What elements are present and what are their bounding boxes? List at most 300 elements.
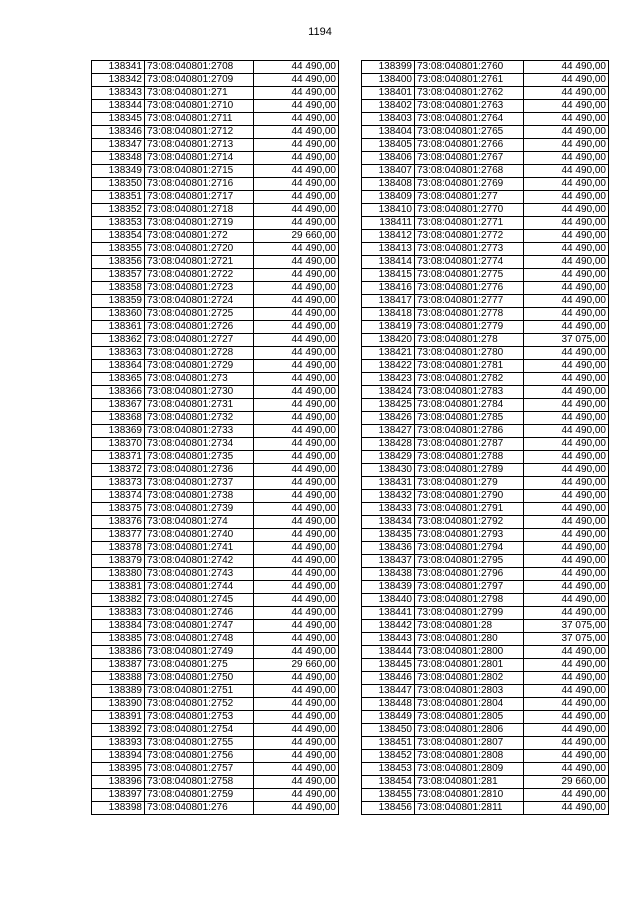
amount-cell: 44 490,00 (254, 204, 339, 217)
row-number-cell: 138456 (362, 802, 415, 815)
amount-cell: 44 490,00 (524, 477, 609, 490)
row-number-cell: 138383 (92, 607, 145, 620)
amount-cell: 44 490,00 (254, 503, 339, 516)
row-number-cell: 138454 (362, 776, 415, 789)
cadastral-number-cell: 73:08:040801:2793 (415, 529, 524, 542)
amount-cell: 44 490,00 (254, 451, 339, 464)
amount-cell: 37 075,00 (524, 334, 609, 347)
cadastral-number-cell: 73:08:040801:2767 (415, 152, 524, 165)
row-number-cell: 138441 (362, 607, 415, 620)
row-number-cell: 138341 (92, 61, 145, 74)
cadastral-number-cell: 73:08:040801:2725 (145, 308, 254, 321)
row-number-cell: 138399 (362, 61, 415, 74)
amount-cell: 44 490,00 (524, 425, 609, 438)
table-row (362, 490, 609, 503)
amount-cell: 44 490,00 (254, 386, 339, 399)
cadastral-number-cell: 73:08:040801:2732 (145, 412, 254, 425)
amount-cell: 44 490,00 (254, 100, 339, 113)
row-number-cell: 138350 (92, 178, 145, 191)
row-number-cell: 138356 (92, 256, 145, 269)
row-number-cell: 138398 (92, 802, 145, 815)
amount-cell: 44 490,00 (254, 750, 339, 763)
table-row (362, 373, 609, 386)
row-number-cell: 138447 (362, 685, 415, 698)
row-number-cell: 138417 (362, 295, 415, 308)
amount-cell: 44 490,00 (524, 386, 609, 399)
amount-cell: 44 490,00 (524, 581, 609, 594)
cadastral-number-cell: 73:08:040801:2792 (415, 516, 524, 529)
amount-cell: 44 490,00 (524, 113, 609, 126)
amount-cell: 44 490,00 (524, 152, 609, 165)
amount-cell: 44 490,00 (524, 789, 609, 802)
cadastral-number-cell: 73:08:040801:2776 (415, 282, 524, 295)
amount-cell: 44 490,00 (254, 464, 339, 477)
table-row (362, 386, 609, 399)
amount-cell: 44 490,00 (524, 256, 609, 269)
table-row (92, 477, 339, 490)
table-row (92, 438, 339, 451)
row-number-cell: 138396 (92, 776, 145, 789)
row-number-cell: 138357 (92, 269, 145, 282)
cadastral-number-cell: 73:08:040801:2784 (415, 399, 524, 412)
row-number-cell: 138371 (92, 451, 145, 464)
cadastral-number-cell: 73:08:040801:2731 (145, 399, 254, 412)
cadastral-number-cell: 73:08:040801:2749 (145, 646, 254, 659)
table-row (362, 464, 609, 477)
cadastral-number-cell: 73:08:040801:2712 (145, 126, 254, 139)
table-row (92, 737, 339, 750)
amount-cell: 44 490,00 (524, 347, 609, 360)
amount-cell: 44 490,00 (254, 152, 339, 165)
table-row (362, 529, 609, 542)
row-number-cell: 138432 (362, 490, 415, 503)
cadastral-number-cell: 73:08:040801:2766 (415, 139, 524, 152)
cadastral-number-cell: 73:08:040801:2797 (415, 581, 524, 594)
table-row (362, 230, 609, 243)
row-number-cell: 138369 (92, 425, 145, 438)
amount-cell: 44 490,00 (524, 61, 609, 74)
amount-cell: 44 490,00 (254, 321, 339, 334)
cadastral-number-cell: 73:08:040801:2730 (145, 386, 254, 399)
cadastral-number-cell: 73:08:040801:272 (145, 230, 254, 243)
cadastral-number-cell: 73:08:040801:2775 (415, 269, 524, 282)
cadastral-number-cell: 73:08:040801:2783 (415, 386, 524, 399)
row-number-cell: 138395 (92, 763, 145, 776)
amount-cell: 44 490,00 (254, 633, 339, 646)
row-number-cell: 138401 (362, 87, 415, 100)
row-number-cell: 138394 (92, 750, 145, 763)
amount-cell: 44 490,00 (254, 698, 339, 711)
amount-cell: 44 490,00 (254, 412, 339, 425)
cadastral-number-cell: 73:08:040801:2758 (145, 776, 254, 789)
table-row (362, 269, 609, 282)
cadastral-number-cell: 73:08:040801:2710 (145, 100, 254, 113)
row-number-cell: 138343 (92, 87, 145, 100)
table-row (92, 568, 339, 581)
amount-cell: 44 490,00 (254, 568, 339, 581)
row-number-cell: 138381 (92, 581, 145, 594)
table-row (92, 152, 339, 165)
amount-cell: 44 490,00 (254, 74, 339, 87)
cadastral-number-cell: 73:08:040801:2777 (415, 295, 524, 308)
amount-cell: 44 490,00 (524, 269, 609, 282)
table-row (92, 334, 339, 347)
table-row (92, 282, 339, 295)
row-number-cell: 138419 (362, 321, 415, 334)
amount-cell: 44 490,00 (524, 763, 609, 776)
row-number-cell: 138449 (362, 711, 415, 724)
table-row (92, 126, 339, 139)
row-number-cell: 138406 (362, 152, 415, 165)
table-row (92, 464, 339, 477)
amount-cell: 44 490,00 (254, 542, 339, 555)
table-row (92, 204, 339, 217)
cadastral-number-cell: 73:08:040801:2800 (415, 646, 524, 659)
amount-cell: 44 490,00 (524, 282, 609, 295)
table-row (362, 87, 609, 100)
amount-cell: 44 490,00 (524, 373, 609, 386)
table-row (92, 698, 339, 711)
amount-cell: 44 490,00 (254, 243, 339, 256)
cadastral-number-cell: 73:08:040801:2806 (415, 724, 524, 737)
row-number-cell: 138348 (92, 152, 145, 165)
row-number-cell: 138385 (92, 633, 145, 646)
cadastral-number-cell: 73:08:040801:2782 (415, 373, 524, 386)
row-number-cell: 138392 (92, 724, 145, 737)
table-row (362, 685, 609, 698)
amount-cell: 44 490,00 (524, 438, 609, 451)
table-row (92, 607, 339, 620)
table-row (92, 503, 339, 516)
table-row (362, 191, 609, 204)
table-row (92, 243, 339, 256)
amount-cell: 44 490,00 (254, 217, 339, 230)
amount-cell: 44 490,00 (524, 685, 609, 698)
row-number-cell: 138354 (92, 230, 145, 243)
row-number-cell: 138429 (362, 451, 415, 464)
amount-cell: 44 490,00 (524, 529, 609, 542)
row-number-cell: 138434 (362, 516, 415, 529)
table-row (362, 698, 609, 711)
row-number-cell: 138448 (362, 698, 415, 711)
table-row (92, 555, 339, 568)
amount-cell: 44 490,00 (254, 191, 339, 204)
row-number-cell: 138423 (362, 373, 415, 386)
table-row (362, 620, 609, 633)
table-row (92, 685, 339, 698)
cadastral-number-cell: 73:08:040801:2737 (145, 477, 254, 490)
amount-cell: 44 490,00 (254, 126, 339, 139)
cadastral-number-cell: 73:08:040801:2770 (415, 204, 524, 217)
row-number-cell: 138393 (92, 737, 145, 750)
amount-cell: 44 490,00 (524, 568, 609, 581)
table-row (92, 490, 339, 503)
amount-cell: 44 490,00 (254, 672, 339, 685)
row-number-cell: 138442 (362, 620, 415, 633)
row-number-cell: 138437 (362, 555, 415, 568)
cadastral-number-cell: 73:08:040801:2796 (415, 568, 524, 581)
row-number-cell: 138446 (362, 672, 415, 685)
cadastral-number-cell: 73:08:040801:2794 (415, 542, 524, 555)
cadastral-number-cell: 73:08:040801:2720 (145, 243, 254, 256)
cadastral-number-cell: 73:08:040801:2799 (415, 607, 524, 620)
table-row (362, 503, 609, 516)
table-row (362, 672, 609, 685)
amount-cell: 44 490,00 (254, 295, 339, 308)
amount-cell: 44 490,00 (524, 737, 609, 750)
cadastral-number-cell: 73:08:040801:2718 (145, 204, 254, 217)
cadastral-number-cell: 73:08:040801:2719 (145, 217, 254, 230)
row-number-cell: 138351 (92, 191, 145, 204)
cadastral-number-cell: 73:08:040801:2756 (145, 750, 254, 763)
table-row (92, 386, 339, 399)
cadastral-number-cell: 73:08:040801:2736 (145, 464, 254, 477)
cadastral-number-cell: 73:08:040801:2760 (415, 61, 524, 74)
row-number-cell: 138397 (92, 789, 145, 802)
table-row (362, 594, 609, 607)
amount-cell: 44 490,00 (254, 620, 339, 633)
row-number-cell: 138415 (362, 269, 415, 282)
table-row (92, 750, 339, 763)
amount-cell: 44 490,00 (254, 165, 339, 178)
amount-cell: 44 490,00 (524, 490, 609, 503)
left-ledger-table (91, 60, 339, 815)
cadastral-number-cell: 73:08:040801:2808 (415, 750, 524, 763)
cadastral-number-cell: 73:08:040801:2713 (145, 139, 254, 152)
row-number-cell: 138377 (92, 529, 145, 542)
row-number-cell: 138440 (362, 594, 415, 607)
table-row (92, 451, 339, 464)
table-row (362, 789, 609, 802)
table-row (362, 243, 609, 256)
amount-cell: 44 490,00 (524, 672, 609, 685)
row-number-cell: 138360 (92, 308, 145, 321)
table-row (362, 217, 609, 230)
table-row (92, 425, 339, 438)
row-number-cell: 138426 (362, 412, 415, 425)
row-number-cell: 138387 (92, 659, 145, 672)
cadastral-number-cell: 73:08:040801:2717 (145, 191, 254, 204)
cadastral-number-cell: 73:08:040801:2761 (415, 74, 524, 87)
left-ledger-body (92, 61, 339, 815)
cadastral-number-cell: 73:08:040801:2807 (415, 737, 524, 750)
cadastral-number-cell: 73:08:040801:2810 (415, 789, 524, 802)
row-number-cell: 138366 (92, 386, 145, 399)
table-row (362, 724, 609, 737)
cadastral-number-cell: 73:08:040801:2735 (145, 451, 254, 464)
row-number-cell: 138386 (92, 646, 145, 659)
table-row (92, 360, 339, 373)
cadastral-number-cell: 73:08:040801:2811 (415, 802, 524, 815)
amount-cell: 44 490,00 (254, 87, 339, 100)
table-row (362, 425, 609, 438)
row-number-cell: 138363 (92, 347, 145, 360)
table-row (92, 620, 339, 633)
cadastral-number-cell: 73:08:040801:2726 (145, 321, 254, 334)
table-row (362, 438, 609, 451)
row-number-cell: 138379 (92, 555, 145, 568)
row-number-cell: 138376 (92, 516, 145, 529)
table-row (92, 412, 339, 425)
table-row (92, 542, 339, 555)
table-row (362, 256, 609, 269)
amount-cell: 44 490,00 (524, 750, 609, 763)
table-row (362, 61, 609, 74)
cadastral-number-cell: 73:08:040801:2729 (145, 360, 254, 373)
row-number-cell: 138365 (92, 373, 145, 386)
cadastral-number-cell: 73:08:040801:2741 (145, 542, 254, 555)
cadastral-number-cell: 73:08:040801:2747 (145, 620, 254, 633)
cadastral-number-cell: 73:08:040801:2773 (415, 243, 524, 256)
amount-cell: 44 490,00 (524, 230, 609, 243)
cadastral-number-cell: 73:08:040801:2763 (415, 100, 524, 113)
row-number-cell: 138436 (362, 542, 415, 555)
cadastral-number-cell: 73:08:040801:2801 (415, 659, 524, 672)
cadastral-number-cell: 73:08:040801:279 (415, 477, 524, 490)
cadastral-number-cell: 73:08:040801:274 (145, 516, 254, 529)
cadastral-number-cell: 73:08:040801:2795 (415, 555, 524, 568)
row-number-cell: 138362 (92, 334, 145, 347)
table-row (92, 399, 339, 412)
cadastral-number-cell: 73:08:040801:2727 (145, 334, 254, 347)
cadastral-number-cell: 73:08:040801:2788 (415, 451, 524, 464)
cadastral-number-cell: 73:08:040801:2759 (145, 789, 254, 802)
amount-cell: 44 490,00 (254, 711, 339, 724)
amount-cell: 44 490,00 (524, 555, 609, 568)
amount-cell: 44 490,00 (524, 321, 609, 334)
cadastral-number-cell: 73:08:040801:2787 (415, 438, 524, 451)
row-number-cell: 138413 (362, 243, 415, 256)
row-number-cell: 138367 (92, 399, 145, 412)
cadastral-number-cell: 73:08:040801:2733 (145, 425, 254, 438)
table-row (92, 74, 339, 87)
cadastral-number-cell: 73:08:040801:2798 (415, 594, 524, 607)
table-row (362, 607, 609, 620)
table-row (362, 282, 609, 295)
row-number-cell: 138347 (92, 139, 145, 152)
row-number-cell: 138433 (362, 503, 415, 516)
row-number-cell: 138438 (362, 568, 415, 581)
amount-cell: 44 490,00 (524, 126, 609, 139)
amount-cell: 44 490,00 (524, 594, 609, 607)
cadastral-number-cell: 73:08:040801:281 (415, 776, 524, 789)
amount-cell: 44 490,00 (254, 399, 339, 412)
table-row (92, 646, 339, 659)
amount-cell: 44 490,00 (254, 490, 339, 503)
cadastral-number-cell: 73:08:040801:2714 (145, 152, 254, 165)
cadastral-number-cell: 73:08:040801:2772 (415, 230, 524, 243)
row-number-cell: 138424 (362, 386, 415, 399)
row-number-cell: 138375 (92, 503, 145, 516)
amount-cell: 44 490,00 (524, 243, 609, 256)
row-number-cell: 138407 (362, 165, 415, 178)
row-number-cell: 138421 (362, 347, 415, 360)
table-row (92, 581, 339, 594)
amount-cell: 44 490,00 (524, 802, 609, 815)
row-number-cell: 138450 (362, 724, 415, 737)
row-number-cell: 138453 (362, 763, 415, 776)
amount-cell: 44 490,00 (524, 139, 609, 152)
cadastral-number-cell: 73:08:040801:2724 (145, 295, 254, 308)
row-number-cell: 138414 (362, 256, 415, 269)
table-row (92, 256, 339, 269)
cadastral-number-cell: 73:08:040801:2722 (145, 269, 254, 282)
amount-cell: 44 490,00 (254, 113, 339, 126)
table-row (362, 750, 609, 763)
row-number-cell: 138374 (92, 490, 145, 503)
row-number-cell: 138389 (92, 685, 145, 698)
cadastral-number-cell: 73:08:040801:2804 (415, 698, 524, 711)
table-row (362, 646, 609, 659)
row-number-cell: 138430 (362, 464, 415, 477)
row-number-cell: 138355 (92, 243, 145, 256)
cadastral-number-cell: 73:08:040801:2789 (415, 464, 524, 477)
amount-cell: 44 490,00 (524, 724, 609, 737)
cadastral-number-cell: 73:08:040801:2734 (145, 438, 254, 451)
table-row (362, 334, 609, 347)
cadastral-number-cell: 73:08:040801:2765 (415, 126, 524, 139)
cadastral-number-cell: 73:08:040801:2740 (145, 529, 254, 542)
row-number-cell: 138358 (92, 282, 145, 295)
table-row (362, 776, 609, 789)
cadastral-number-cell: 73:08:040801:2752 (145, 698, 254, 711)
amount-cell: 44 490,00 (524, 542, 609, 555)
table-row (92, 672, 339, 685)
table-row (92, 308, 339, 321)
table-row (92, 373, 339, 386)
table-row (362, 399, 609, 412)
cadastral-number-cell: 73:08:040801:2751 (145, 685, 254, 698)
row-number-cell: 138344 (92, 100, 145, 113)
cadastral-number-cell: 73:08:040801:2750 (145, 672, 254, 685)
table-row (362, 295, 609, 308)
table-row (362, 308, 609, 321)
cadastral-number-cell: 73:08:040801:2745 (145, 594, 254, 607)
amount-cell: 44 490,00 (524, 399, 609, 412)
cadastral-number-cell: 73:08:040801:271 (145, 87, 254, 100)
row-number-cell: 138405 (362, 139, 415, 152)
table-row (362, 737, 609, 750)
row-number-cell: 138368 (92, 412, 145, 425)
row-number-cell: 138425 (362, 399, 415, 412)
amount-cell: 44 490,00 (254, 61, 339, 74)
row-number-cell: 138364 (92, 360, 145, 373)
amount-cell: 44 490,00 (254, 685, 339, 698)
cadastral-number-cell: 73:08:040801:2723 (145, 282, 254, 295)
cadastral-number-cell: 73:08:040801:2790 (415, 490, 524, 503)
table-row (92, 269, 339, 282)
table-row (362, 659, 609, 672)
row-number-cell: 138431 (362, 477, 415, 490)
table-row (362, 568, 609, 581)
row-number-cell: 138342 (92, 74, 145, 87)
table-row (362, 451, 609, 464)
table-row (92, 516, 339, 529)
table-row (362, 763, 609, 776)
amount-cell: 44 490,00 (524, 74, 609, 87)
row-number-cell: 138420 (362, 334, 415, 347)
amount-cell: 44 490,00 (254, 308, 339, 321)
amount-cell: 44 490,00 (254, 594, 339, 607)
cadastral-number-cell: 73:08:040801:2755 (145, 737, 254, 750)
cadastral-number-cell: 73:08:040801:2778 (415, 308, 524, 321)
amount-cell: 44 490,00 (254, 334, 339, 347)
table-row (362, 633, 609, 646)
amount-cell: 44 490,00 (254, 360, 339, 373)
row-number-cell: 138373 (92, 477, 145, 490)
row-number-cell: 138388 (92, 672, 145, 685)
right-ledger-body (362, 61, 609, 815)
